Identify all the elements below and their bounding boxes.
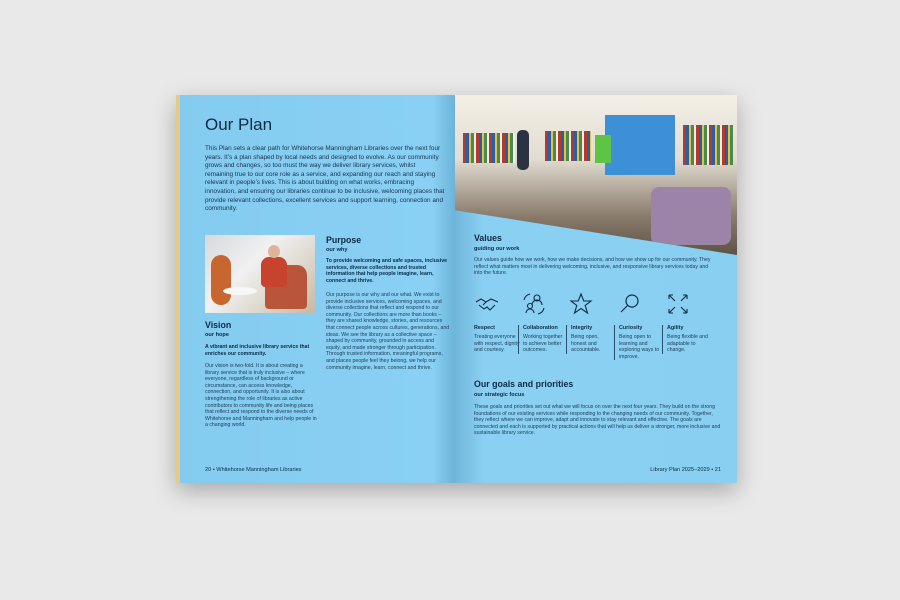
purpose-subtitle: our why <box>326 247 348 253</box>
value-name: Collaboration <box>523 325 558 331</box>
photo-walking-person <box>517 130 529 170</box>
value-name: Integrity <box>571 325 593 331</box>
photo-person-head <box>268 245 280 258</box>
value-text: Working together to achieve better outcomes. <box>523 334 563 354</box>
right-footer: Library Plan 2025–2029 • 21 <box>650 467 721 473</box>
photo-lounge-chair <box>651 187 731 245</box>
vision-body: Our vision is two-fold. It is about creating a library service that is truly inclusive – where everyone, regardless of background or circumstance, can access knowledge, connection, and opportunity. It is also about strengthening the role of libraries as active contributors to community life and being places that reflect and respond to the diverse needs of Whitehorse and Manningham and help people in a changing world. <box>205 363 317 429</box>
open-brochure <box>176 95 737 483</box>
photo-bookshelf <box>683 125 733 165</box>
photo-orange-chair <box>211 255 231 305</box>
value-name: Agility <box>667 325 684 331</box>
handshake-icon <box>474 291 500 317</box>
reader-photo <box>205 235 315 313</box>
value-text: Being flexible and adaptable to change. <box>667 334 708 354</box>
value-agility <box>662 325 708 354</box>
photo-person <box>261 257 287 287</box>
value-text: Being open, honest and accountable. <box>571 334 601 354</box>
purpose-lead: To provide welcoming and safe spaces, inclusive services, diverse collections and trusted information that help people imagine, learn, connect and thrive. <box>326 258 447 284</box>
purpose-body: Our purpose is our why and our what. We exist to provide inclusive services, welcoming spaces, and diverse collections that reflect and respond to our community. Our collections are more than books – they are shared knowledge, stories, and resources that connect people across cultures, generations, and ideas. We see the library as a collective space – shaped by community, grounded in access and equity, and made stronger through participation. Through trusted information, meaningful programs, and places people feel they belong, we help our community imagine, learn, connect and thrive. <box>326 292 450 371</box>
right-page <box>455 95 737 483</box>
values-subtitle: guiding our work <box>474 246 520 252</box>
star-icon <box>568 291 594 317</box>
arrows-expand-icon <box>665 291 691 317</box>
left-footer: 20 • Whitehorse Manningham Libraries <box>205 467 302 473</box>
goals-title: Our goals and priorities <box>474 379 574 389</box>
value-curiosity <box>614 325 660 360</box>
value-text: Treating everyone with respect, dignity and courtesy. <box>474 334 520 354</box>
values-title: Values <box>474 233 502 243</box>
photo-green-sign <box>595 135 611 163</box>
vision-lead: A vibrant and inclusive library service that enriches our community. <box>205 344 310 357</box>
photo-table <box>223 287 257 295</box>
value-collaboration <box>518 325 564 354</box>
value-name: Respect <box>474 325 495 331</box>
magnifier-icon <box>617 291 643 317</box>
page-title: Our Plan <box>205 115 273 134</box>
goals-subtitle: our strategic focus <box>474 392 525 398</box>
photo-bookshelf <box>545 131 591 161</box>
value-respect <box>474 325 520 354</box>
values-intro: Our values guide how we work, how we make decisions, and how we show up for our community. They reflect what matters most in delivering welcoming, inclusive, and responsive library services today and into the future. <box>474 257 711 277</box>
value-integrity <box>566 325 612 354</box>
library-photo <box>455 95 737 255</box>
photo-blue-wall <box>605 115 675 175</box>
vision-subtitle: our hope <box>205 332 229 338</box>
left-page <box>176 95 455 483</box>
collaboration-icon <box>521 291 547 317</box>
purpose-title: Purpose <box>326 235 362 245</box>
value-name: Curiosity <box>619 325 643 331</box>
vision-title: Vision <box>205 320 232 330</box>
page-edge <box>176 95 180 483</box>
photo-bookshelf <box>463 133 515 163</box>
value-text: Being open to learning and exploring ways to improve. <box>619 334 660 360</box>
intro-paragraph: This Plan sets a clear path for Whitehorse Manningham Libraries over the next four years. It’s a plan shaped by local needs and designed to evolve. As our community grows and changes, so too must the way we deliver library services, whilst remaining true to our core role as a service, and expanding our reach and staying relevant in people’s lives. This is about building on what works, embracing innovation, and ensuring our libraries continue to be inclusive, welcoming places that provide relevant collections, excellent services and support learning, connection and community. <box>205 145 445 213</box>
goals-body: These goals and priorities set out what we will focus on over the next four years. They build on the strong foundations of our existing services while responding to the changing needs of our community. Together, they reflect where we can improve, adapt and innovate to stay relevant and effective. The goals are connected and each is supported by practical actions that will help us deliver a stronger, more inclusive and sustainable library service. <box>474 404 721 437</box>
